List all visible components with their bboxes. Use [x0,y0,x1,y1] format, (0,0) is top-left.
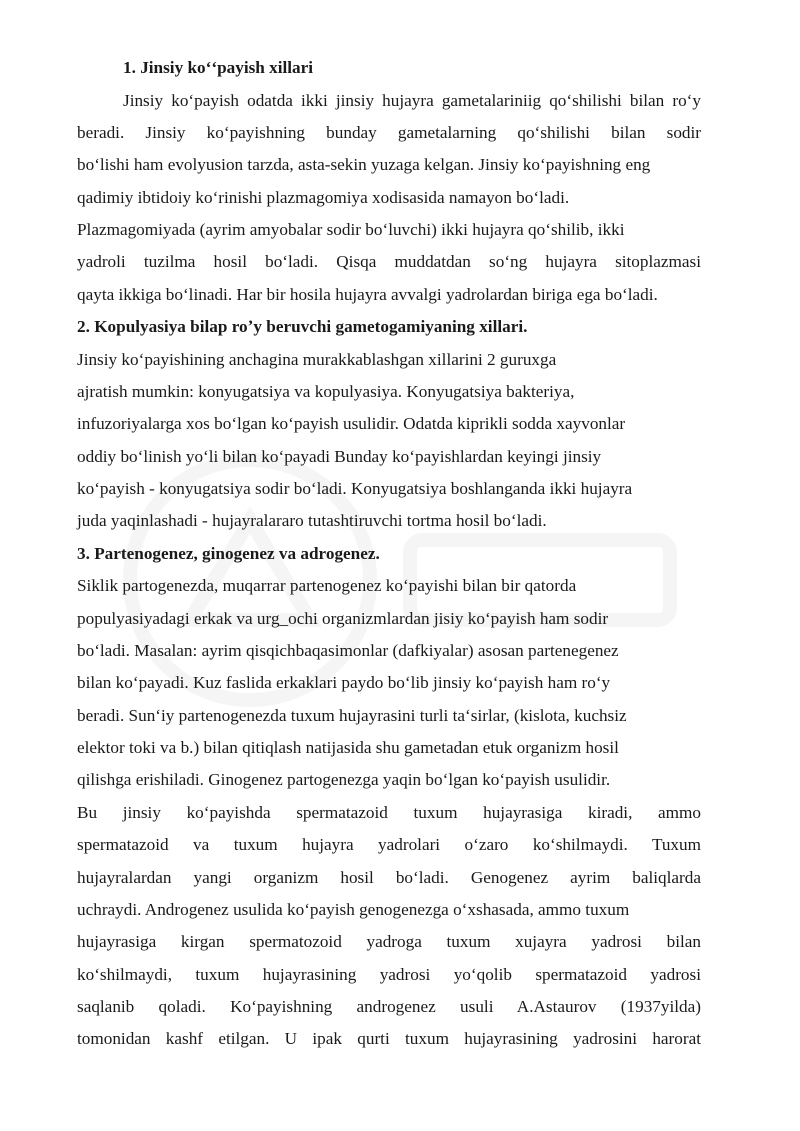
paragraph-line: Plazmagomiyada (ayrim amyobalar sodir boʻluvchi) ikki hujayra qoʻshilib, ikki [77,220,625,239]
paragraph-line: saqlanib qoladi. Koʻpayishning androgenez usuli A.Astaurov (1937yilda) [77,997,701,1016]
paragraph-line: juda yaqinlashadi - hujayralararo tutashtiruvchi tortma hosil boʻladi. [77,511,547,530]
section-1-heading: 1. Jinsiy koʻʻpayish xillari [123,58,314,77]
paragraph-line: Siklik partogenezda, muqarrar partenogenez koʻpayishi bilan bir qatorda [77,576,577,595]
paragraph-line: populyasiyadagi erkak va urg_ochi organizmlardan jisiy koʻpayish ham sodir [77,609,609,628]
paragraph-line: beradi. Jinsiy koʻpayishning bunday gametalarning qoʻshilishi bilan sodir [77,123,701,142]
paragraph-line: boʻlishi ham evolyusion tarzda, asta-sekin yuzaga kelgan. Jinsiy koʻpayishning eng [77,155,651,174]
paragraph-line: koʻpayish - konyugatsiya sodir boʻladi. Konyugatsiya boshlanganda ikki hujayra [77,479,633,498]
paragraph-line: Jinsiy koʻpayish odatda ikki jinsiy hujayra gametalariniig qoʻshilishi bilan roʻy [123,91,701,110]
paragraph-line: oddiy boʻlinish yoʻli bilan koʻpayadi Bunday koʻpayishlardan keyingi jinsiy [77,447,602,466]
paragraph-line: Bu jinsiy koʻpayishda spermatazoid tuxum hujayrasiga kiradi, ammo [77,803,701,822]
paragraph-line: qadimiy ibtidoiy koʻrinishi plazmagomiya xodisasida namayon boʻladi. [77,188,570,207]
section-2-heading: 2. Kopulyasiya bilap roʼy beruvchi gametogamiyaning xillari. [77,317,528,336]
paragraph-line: bilan koʻpayadi. Kuz faslida erkaklari paydo boʻlib jinsiy koʻpayish ham roʻy [77,673,611,692]
paragraph-line: spermatazoid va tuxum hujayra yadrolari oʻzaro koʻshilmaydi. Tuxum [77,835,701,854]
paragraph-line: boʻladi. Masalan: ayrim qisqichbaqasimonlar (dafkiyalar) asosan partenegenez [77,641,619,660]
paragraph-line: hujayralardan yangi organizm hosil boʻladi. Genogenez ayrim baliqlarda [77,868,701,887]
paragraph-line: ajratish mumkin: konyugatsiya va kopulyasiya. Konyugatsiya bakteriya, [77,382,575,401]
paragraph-line: tomonidan kashf etilgan. U ipak qurti tuxum hujayrasining yadrosini harorat [77,1029,701,1048]
paragraph-line: hujayrasiga kirgan spermatozoid yadroga tuxum xujayra yadrosi bilan [77,932,701,951]
paragraph-line: uchraydi. Androgenez usulida koʻpayish genogenezga oʻxshasada, ammo tuxum [77,900,630,919]
paragraph-line: elektor toki va b.) bilan qitiqlash natijasida shu gametadan etuk organizm hosil [77,738,619,757]
paragraph-line: yadroli tuzilma hosil boʻladi. Qisqa muddatdan soʻng hujayra sitoplazmasi [77,252,701,271]
paragraph-line: beradi. Sunʻiy partenogenezda tuxum hujayrasini turli taʻsirlar, (kislota, kuchsiz [77,706,627,725]
paragraph-line: Jinsiy koʻpayishining anchagina murakkablashgan xillarini 2 guruxga [77,350,557,369]
paragraph-line: infuzoriyalarga xos boʻlgan koʻpayish usulidir. Odatda kiprikli sodda xayvonlar [77,414,626,433]
paragraph-line: qilishga erishiladi. Ginogenez partogenezga yaqin boʻlgan koʻpayish usulidir. [77,770,611,789]
paragraph-line: qayta ikkiga boʻlinadi. Har bir hosila hujayra avvalgi yadrolardan biriga ega boʻladi. [77,285,658,304]
section-3-heading: 3. Partenogenez, ginogenez va adrogenez. [77,544,380,563]
paragraph-line: koʻshilmaydi, tuxum hujayrasining yadrosi yoʻqolib spermatazoid yadrosi [77,965,701,984]
